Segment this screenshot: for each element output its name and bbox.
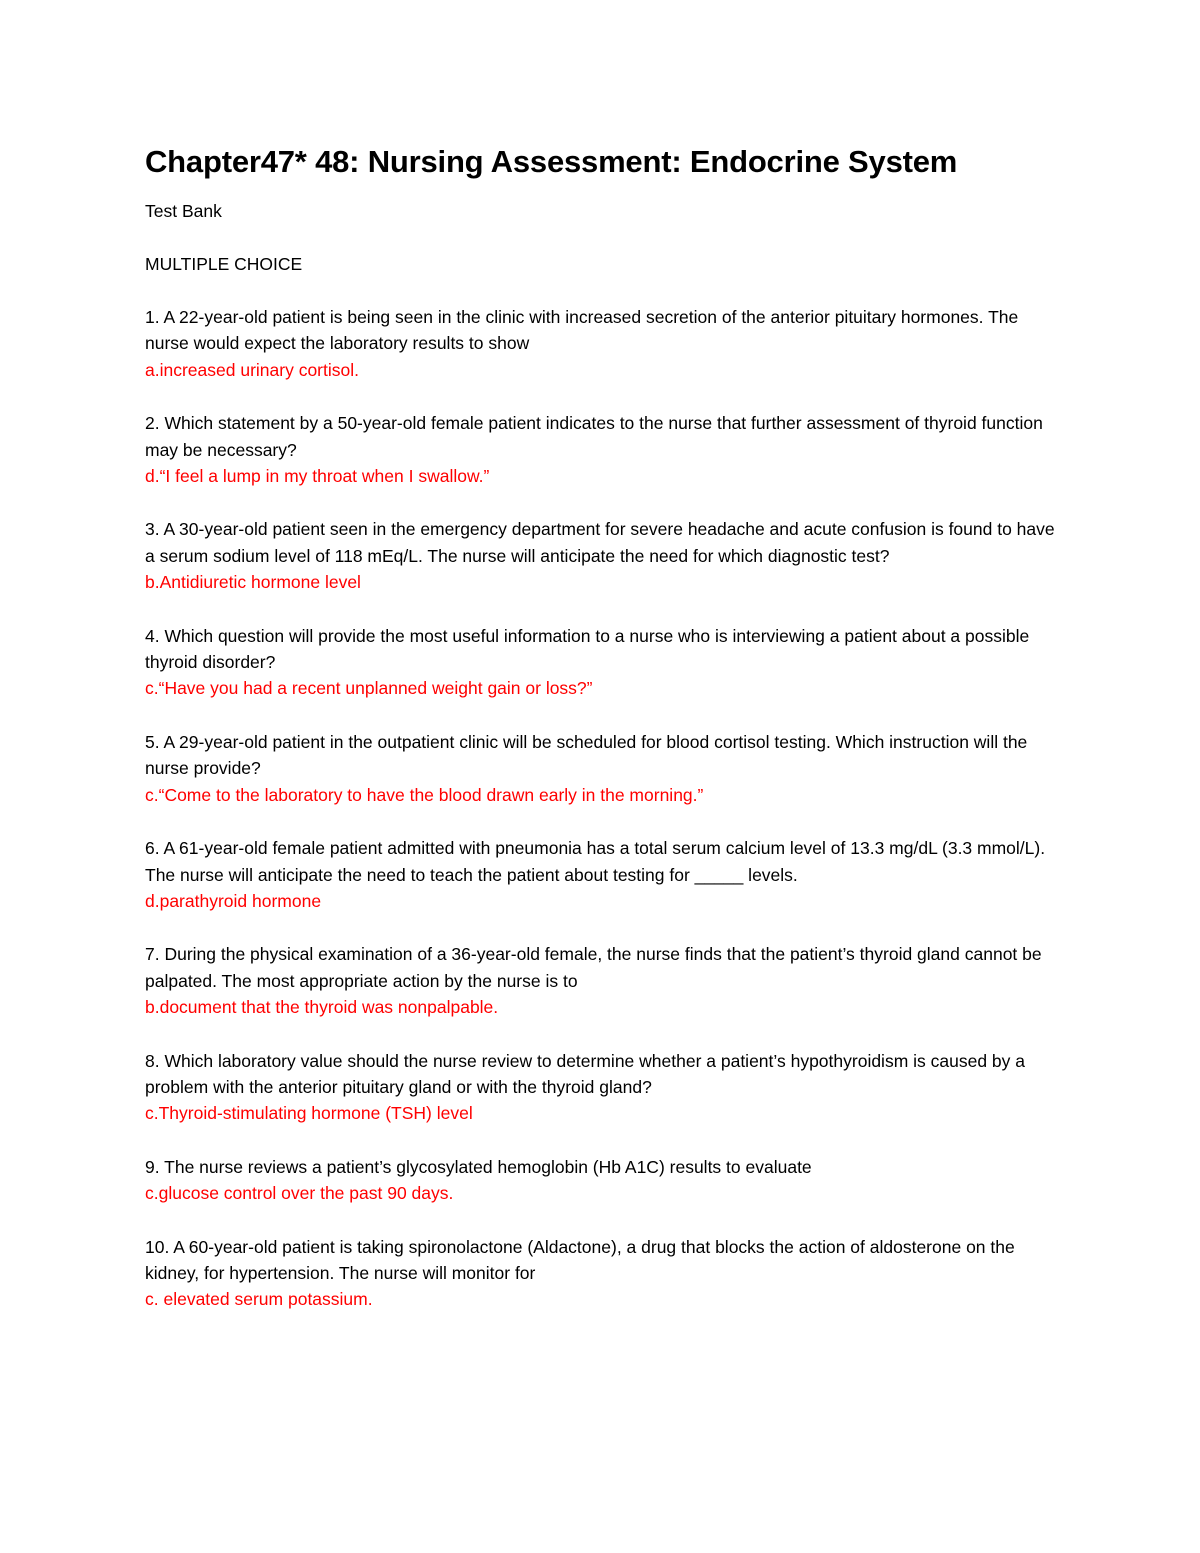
question-text: 10. A 60-year-old patient is taking spironolactone (Aldactone), a drug that blocks the action of aldosterone on the kidney, for hypertension. The nurse will monitor for — [145, 1236, 1015, 1283]
page-title: Chapter47* 48: Nursing Assessment: Endocrine System — [145, 144, 958, 179]
answer-text: c.“Come to the laboratory to have the blood drawn early in the morning.” — [145, 784, 704, 805]
document-subtitle: Test Bank — [145, 201, 222, 221]
section-label: MULTIPLE CHOICE — [145, 254, 303, 274]
answer-text: a.increased urinary cortisol. — [145, 359, 359, 380]
question-text: 5. A 29-year-old patient in the outpatient clinic will be scheduled for blood cortisol testing. Which instruction will the nurse provide? — [145, 731, 1028, 779]
answer-text: c.“Have you had a recent unplanned weight gain or loss?” — [145, 678, 593, 699]
question-text: 1. A 22-year-old patient is being seen in the clinic with increased secretion of the anterior pituitary hormones. The nurse would expect the laboratory results to show — [145, 307, 1019, 354]
question-text: 2. Which statement by a 50-year-old female patient indicates to the nurse that further assessment of thyroid function may be necessary? — [145, 413, 1043, 460]
question-text: 7. During the physical examination of a 36-year-old female, the nurse finds that the patient’s thyroid gland cannot be palpated. The most appropriate action by the nurse is to — [145, 944, 1042, 991]
question-item — [145, 623, 1065, 702]
answer-text: c.Thyroid-stimulating hormone (TSH) level — [145, 1103, 473, 1124]
question-item — [145, 410, 1065, 489]
answer-text: b.document that the thyroid was nonpalpable. — [145, 997, 499, 1018]
question-item — [145, 1048, 1065, 1127]
question-item — [145, 835, 1065, 914]
question-text: 9. The nurse reviews a patient’s glycosylated hemoglobin (Hb A1C) results to evaluate — [145, 1156, 812, 1177]
question-item — [145, 941, 1065, 1020]
question-text: 3. A 30-year-old patient seen in the emergency department for severe headache and acute confusion is found to have a serum sodium level of 118 mEq/L. The nurse will anticipate the need for which diagnostic test? — [145, 519, 1055, 566]
answer-text: b.Antidiuretic hormone level — [145, 572, 361, 593]
answer-text: c.glucose control over the past 90 days. — [145, 1183, 454, 1204]
answer-text: d.parathyroid hormone — [145, 890, 322, 911]
question-text: 8. Which laboratory value should the nurse review to determine whether a patient’s hypothyroidism is caused by a problem with the anterior pituitary gland or with the thyroid gland? — [145, 1050, 1026, 1097]
question-text: 6. A 61-year-old female patient admitted with pneumonia has a total serum calcium level of 13.3 mg/dL (3.3 mmol/L). The nurse will anticipate the need to teach the patient about testing for _____ levels. — [145, 838, 1046, 885]
question-item — [145, 729, 1065, 808]
question-item — [145, 1234, 1065, 1313]
question-item — [145, 1154, 1065, 1207]
answer-text: d.“I feel a lump in my throat when I swallow.” — [145, 466, 490, 487]
question-item — [145, 304, 1065, 383]
question-text: 4. Which question will provide the most useful information to a nurse who is interviewing a patient about a possible thyroid disorder? — [145, 625, 1030, 673]
answer-text: c. elevated serum potassium. — [145, 1289, 373, 1310]
question-item — [145, 516, 1065, 595]
document-page — [145, 140, 1065, 1340]
